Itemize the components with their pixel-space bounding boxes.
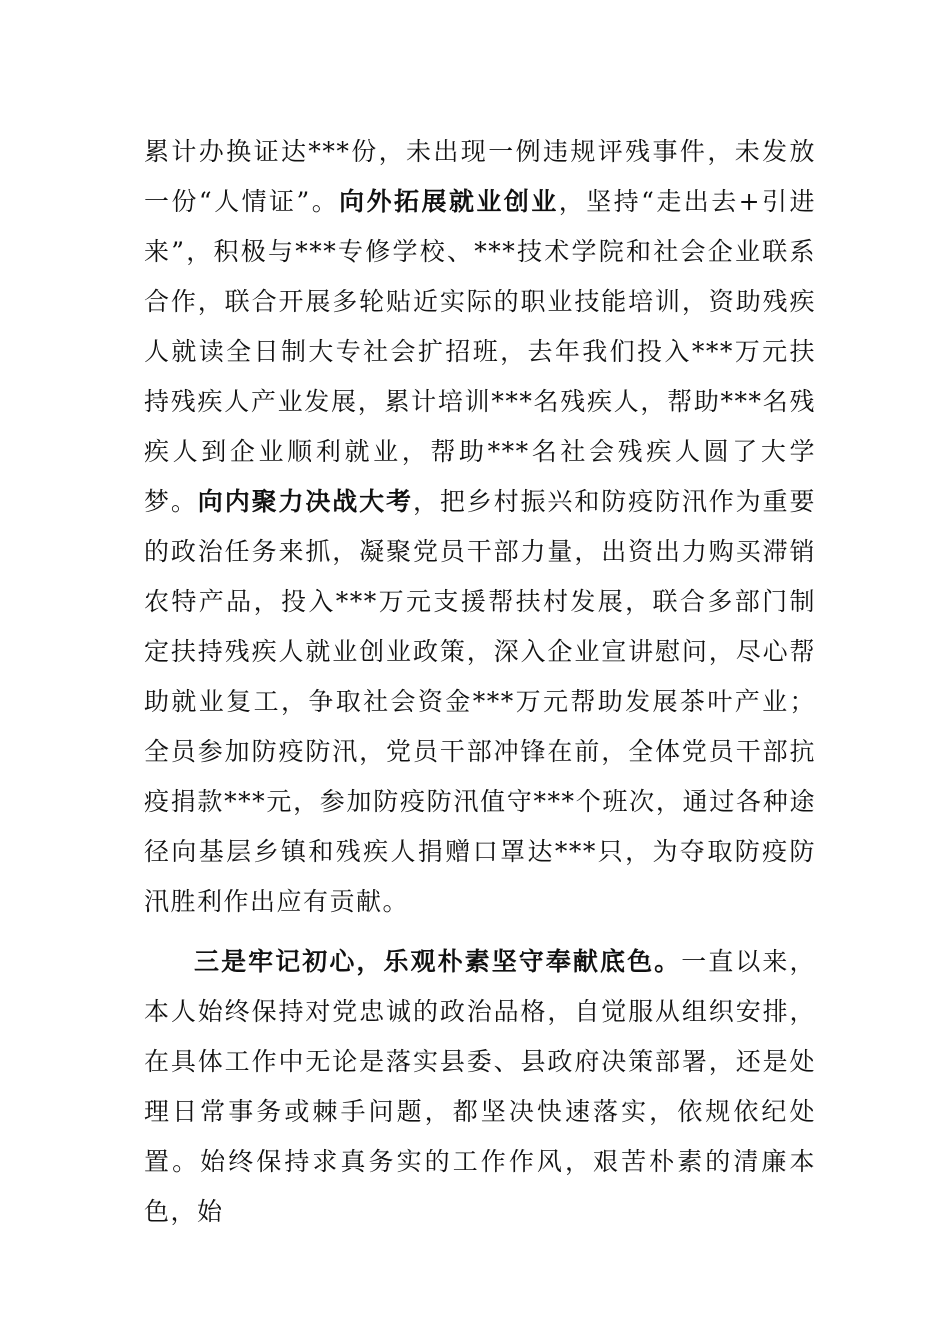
heading-third-point: 三是牢记初心，乐观朴素坚守奉献底色。 (194, 947, 682, 976)
text-segment: ，坚持“走出去+引进来”，积极与***专修学校、***技术学院和社会企业联系合作，联合开展多轮贴近实际的职业技能培训，资助残疾人就读全日制大专社会扩招班，去年我们投入***万元扶持残疾人产业发展，累计培训***名残疾人，帮助***名残疾人到企业顺利就业，帮助***名社会残疾人圆了大学梦。 (144, 187, 817, 516)
heading-internal-effort: 向内聚力决战大考 (197, 487, 413, 516)
paragraph-employment (144, 127, 816, 927)
paragraph-third-point (144, 937, 816, 1237)
text-segment: ，把乡村振兴和防疫防汛作为重要的政治任务来抓，凝聚党员干部力量，出资出力购买滞销农特产品，投入***万元支援帮扶村发展，联合多部门制定扶持残疾人就业创业政策，深入企业宣讲慰问，尽心帮助就业复工，争取社会资金***万元帮助发展茶叶产业；全员参加防疫防汛，党员干部冲锋在前，全体党员干部抗疫捐款***元，参加防疫防汛值守***个班次，通过各种途径向基层乡镇和残疾人捐赠口罩达***只，为夺取防疫防汛胜利作出应有贡献。 (144, 487, 816, 916)
document-body (144, 127, 816, 1237)
heading-external-employment: 向外拓展就业创业 (339, 187, 559, 216)
text-segment: 一直以来，本人始终保持对党忠诚的政治品格，自觉服从组织安排，在具体工作中无论是落实县委、县政府决策部署，还是处理日常事务或棘手问题，都坚决快速落实，依规依纪处置。始终保持求真务实的工作作风，艰苦朴素的清廉本色，始 (144, 947, 816, 1226)
text-segment: 累计办换证达***份，未出现一例违规评残事件，未发放一份“人情证”。 (144, 137, 816, 216)
